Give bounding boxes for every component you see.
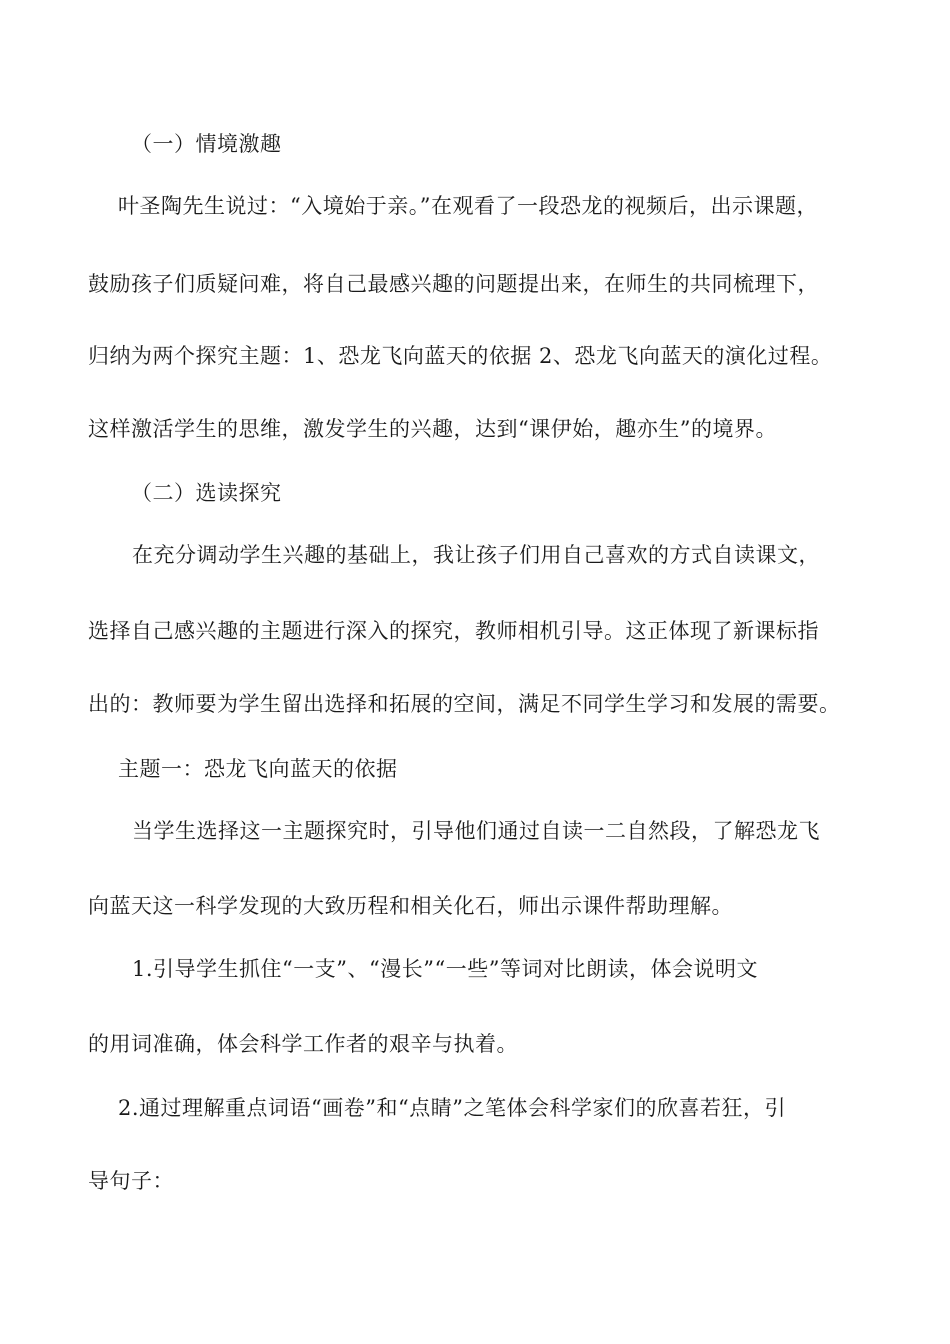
paragraph-line: 叶圣陶先生说过：“入境始于亲。”在观看了一段恐龙的视频后，出示课题， — [118, 194, 818, 218]
paragraph-line: 这样激活学生的思维，激发学生的兴趣，达到“课伊始，趣亦生”的境界。 — [88, 417, 777, 441]
paragraph-line: 当学生选择这一主题探究时，引导他们通过自读一二自然段，了解恐龙飞 — [132, 819, 820, 843]
list-item-line: 的用词准确，体会科学工作者的艰辛与执着。 — [88, 1032, 518, 1056]
list-item-line: 导句子： — [88, 1169, 174, 1193]
paragraph-line: 在充分调动学生兴趣的基础上，我让孩子们用自己喜欢的方式自读课文， — [132, 543, 820, 567]
topic-heading: 主题一：恐龙飞向蓝天的依据 — [118, 757, 398, 781]
paragraph-line: 选择自己感兴趣的主题进行深入的探究，教师相机引导。这正体现了新课标指 — [88, 619, 819, 643]
section-heading-situation: （一）情境激趣 — [131, 132, 282, 156]
list-item-line: 1.引导学生抓住“一支”、“漫长”“一些”等词对比朗读，体会说明文 — [132, 957, 758, 981]
paragraph-line: 归纳为两个探究主题：1、恐龙飞向蓝天的依据 2、恐龙飞向蓝天的演化过程。 — [88, 344, 833, 368]
section-heading-reading: （二）选读探究 — [131, 481, 282, 505]
paragraph-line: 出的：教师要为学生留出选择和拓展的空间，满足不同学生学习和发展的需要。 — [88, 692, 841, 716]
paragraph-line: 鼓励孩子们质疑问难，将自己最感兴趣的问题提出来，在师生的共同梳理下， — [88, 272, 819, 296]
paragraph-line: 向蓝天这一科学发现的大致历程和相关化石，师出示课件帮助理解。 — [88, 894, 733, 918]
list-item-line: 2.通过理解重点词语“画卷”和“点睛”之笔体会科学家们的欣喜若狂，引 — [118, 1096, 786, 1120]
